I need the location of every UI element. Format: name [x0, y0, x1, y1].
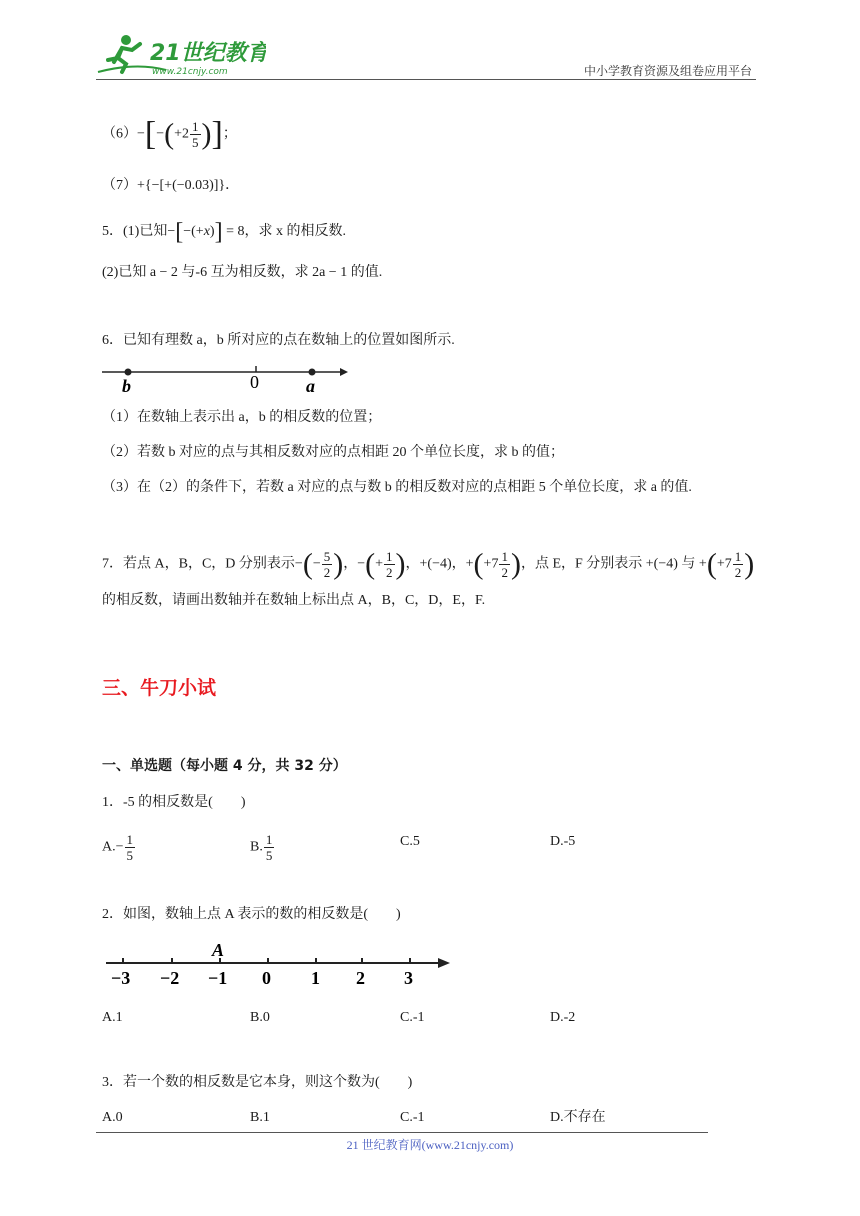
mc1-option-b: B. $\frac{1}{5}$: [250, 832, 273, 863]
mc3-option-c: C.-1: [400, 1110, 425, 1125]
footer-link[interactable]: 21 世纪教育网(www.21cnjy.com): [346, 1138, 514, 1152]
item6-label: （6）: [102, 126, 137, 142]
label-zero: 0: [250, 372, 259, 392]
point-a: [309, 369, 316, 376]
mc3-option-a: A.0: [102, 1110, 123, 1125]
q4-item7: （7）+{−[+(−0.03)]}．: [102, 178, 240, 193]
tick-label: 0: [262, 968, 271, 988]
tick-label: −2: [160, 968, 180, 988]
q4-item6: （6）−[−(+2 $\frac{1}{5}$ )]；: [102, 115, 237, 153]
label-point-a: A: [212, 940, 225, 960]
header-divider: [96, 79, 756, 80]
mc2-option-b: B.0: [250, 1010, 270, 1025]
tick-label: 2: [356, 968, 365, 988]
mc2-stem: 2．如图，数轴上点 A 表示的数的相反数是( ): [102, 907, 401, 922]
mc3-stem: 3．若一个数的相反数是它本身，则这个数为( ): [102, 1075, 413, 1090]
q7-line2: 的相反数，请画出数轴并在数轴上标出点 A，B，C，D，E，F.: [102, 593, 486, 608]
q6-part1: （1）在数轴上表示出 a，b 的相反数的位置；: [102, 410, 382, 425]
section-subtitle: 一、单选题（每小题 4 分，共 32 分）: [102, 758, 347, 774]
q5-part1: 5．(1)已知−[−(+x)] = 8，求 x 的相反数.: [102, 219, 346, 245]
mc1-option-d: D.-5: [550, 834, 576, 849]
site-logo: [96, 32, 266, 78]
logo-url: www.21cnjy.com: [152, 67, 228, 77]
tick-label: 3: [404, 968, 413, 988]
label-a: a: [306, 376, 315, 396]
mc1-option-a: A.− $\frac{1}{5}$: [102, 832, 134, 863]
q6-part3: （3）在（2）的条件下，若数 a 对应的点与数 b 的相反数对应的点相距 5 个单位长度，求 a 的值.: [102, 480, 692, 495]
tick-label: −1: [208, 968, 228, 988]
mc2-option-a: A.1: [102, 1010, 123, 1025]
arrow-right-icon: [438, 958, 450, 968]
mc2-option-d: D.-2: [550, 1010, 576, 1025]
section-title: 三、牛刀小试: [102, 677, 217, 699]
q7-line1: 7．若点 A，B，C，D 分别表示−(− $\frac{5}{2}$ )，−(+ $\frac{1}{2}$ )，+(−4)，+(+7 $\frac{1}{2}$ )，点 E，F 分别表示 +(−4) 与 +(+7 $\frac{1}{2}$ ): [102, 547, 755, 581]
header-platform-title: 中小学教育资源及组卷应用平台: [583, 64, 752, 78]
mc2-number-line: [100, 938, 460, 990]
q6-number-line: [100, 358, 350, 396]
footer-divider: [96, 1132, 708, 1133]
mc3-option-b: B.1: [250, 1110, 270, 1125]
mc3-option-d: D.不存在: [550, 1110, 606, 1125]
q6-stem: 6．已知有理数 a，b 所对应的点在数轴上的位置如图所示.: [102, 333, 455, 348]
fraction-1-5: $\frac{1}{5}$: [192, 119, 199, 150]
q5-part2: (2)已知 a − 2 与-6 互为相反数，求 2a − 1 的值.: [102, 265, 383, 280]
point-b: [125, 369, 132, 376]
mc1-option-c: C.5: [400, 834, 420, 849]
tick-label: −3: [111, 968, 131, 988]
mc2-option-c: C.-1: [400, 1010, 425, 1025]
logo-text: 21世纪教育: [150, 41, 266, 66]
label-b: b: [122, 376, 131, 396]
arrow-right-icon: [340, 368, 348, 376]
q6-part2: （2）若数 b 对应的点与其相反数对应的点相距 20 个单位长度，求 b 的值；: [102, 445, 564, 460]
tick-label: 1: [311, 968, 320, 988]
item7-expression: +{−[+(−0.03)]}．: [137, 178, 240, 193]
mc1-stem: 1．-5 的相反数是( ): [102, 795, 246, 810]
